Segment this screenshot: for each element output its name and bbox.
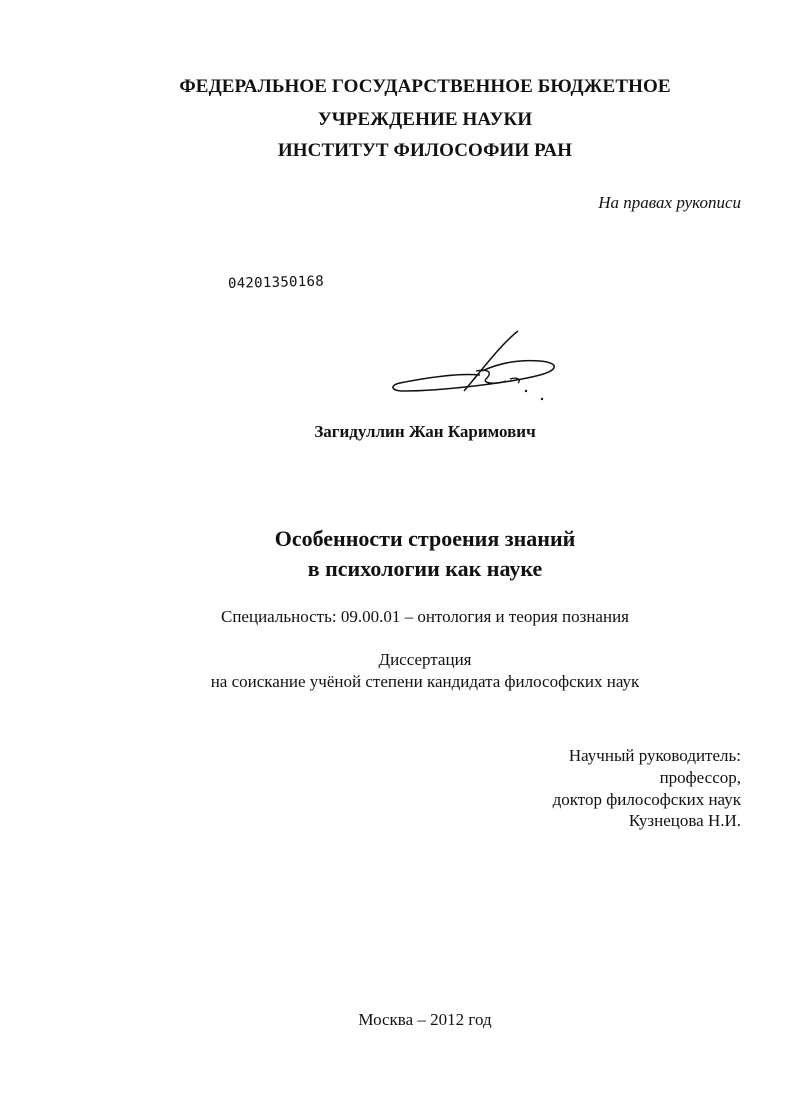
supervisor-rank: профессор, <box>659 768 741 787</box>
manuscript-note: На правах рукописи <box>598 193 741 212</box>
catalog-number: 04201350168 <box>227 273 325 292</box>
author-signature <box>390 325 565 410</box>
institution-line-3: ИНСТИТУТ ФИЛОСОФИИ РАН <box>277 140 573 161</box>
degree-purpose: на соискание учёной степени кандидата философских наук <box>210 672 640 691</box>
author-name: Загидуллин Жан Каримович <box>314 422 536 441</box>
supervisor-label: Научный руководитель: <box>568 746 741 765</box>
dissertation-label: Диссертация <box>378 650 472 669</box>
city-year: Москва – 2012 год <box>358 1010 492 1029</box>
specialty: Специальность: 09.00.01 – онтология и теория познания <box>221 607 629 626</box>
supervisor-name: Кузнецова Н.И. <box>628 811 741 830</box>
institution-line-1: ФЕДЕРАЛЬНОЕ ГОСУДАРСТВЕННОЕ БЮДЖЕТНОЕ <box>179 76 671 97</box>
institution-line-2: УЧРЕЖДЕНИЕ НАУКИ <box>317 109 533 130</box>
thesis-title-line-1: Особенности строения знаний <box>274 526 576 551</box>
thesis-title-line-2: в психологии как науке <box>307 556 543 581</box>
supervisor-degree: доктор философских наук <box>552 790 741 809</box>
